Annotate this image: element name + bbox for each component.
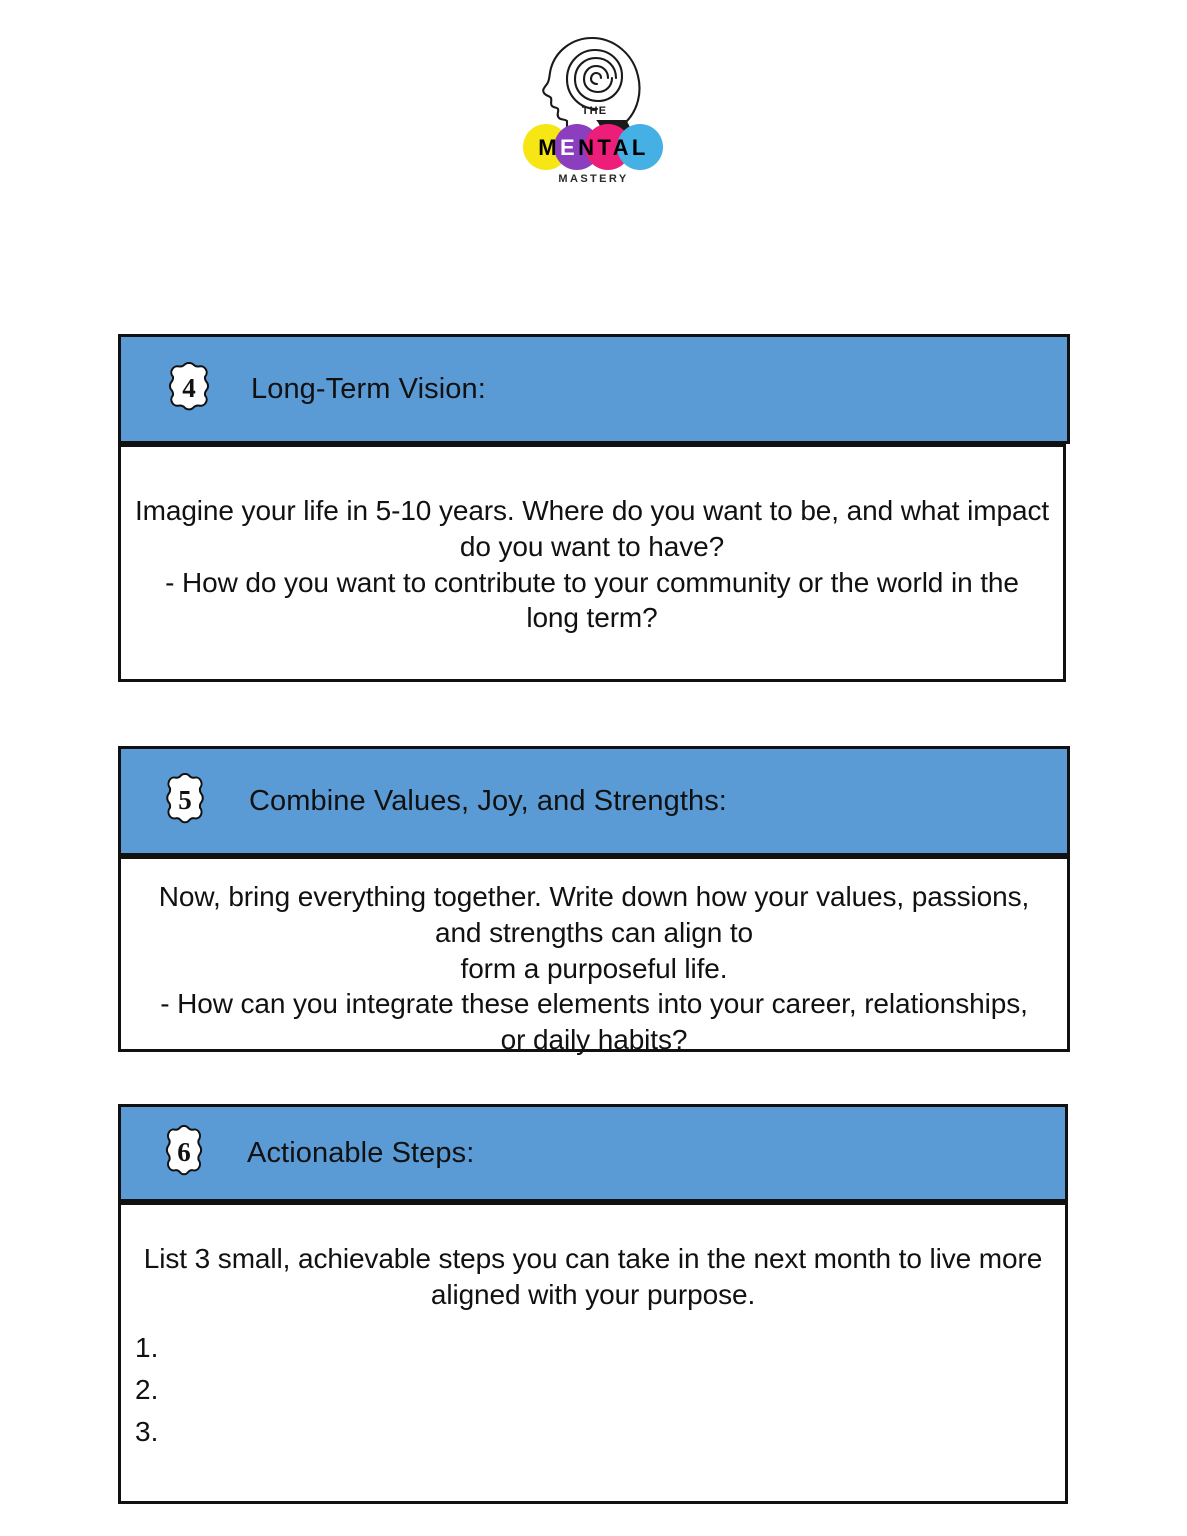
logo-letter-l: L (631, 135, 649, 160)
step-number-badge-5 (159, 772, 211, 830)
card-6-body (118, 1202, 1068, 1504)
card-4-title: Long-Term Vision: (251, 372, 486, 405)
logo-letter-m: M (538, 135, 560, 160)
step-number-text-5: 5 (178, 784, 192, 815)
prompt-line: aligned with your purpose. (430, 1278, 756, 1310)
card-4-header (118, 334, 1070, 444)
card-6-header (118, 1104, 1068, 1202)
step-entry-1[interactable]: 1. (135, 1331, 159, 1363)
prompt-line: or daily habits? (500, 1024, 688, 1056)
step-entry-2[interactable]: 2. (135, 1373, 159, 1405)
card-5-body (118, 856, 1070, 1056)
step-number-text-4: 4 (182, 372, 196, 403)
step-number-badge-4 (161, 361, 217, 417)
prompt-line: form a purposeful life. (460, 952, 728, 984)
worksheet-card-6 (118, 1104, 1068, 1504)
prompt-line: - How do you want to contribute to your community or the world in the (165, 566, 1019, 598)
prompt-line: and strengths can align to (434, 916, 754, 948)
prompt-line: Imagine your life in 5-10 years. Where do you want to be, and what impact (134, 495, 1050, 526)
prompt-line: List 3 small, achievable steps you can take in the next month to live more (143, 1243, 1043, 1274)
worksheet-card-5 (118, 746, 1070, 1056)
card-5-prompt (131, 879, 1057, 1058)
logo-letter-e: E (560, 135, 579, 160)
prompt-line: do you want to have? (459, 530, 725, 562)
card-6-prompt (131, 1241, 1055, 1313)
prompt-line: - How can you integrate these elements into your career, relationships, (160, 988, 1028, 1020)
logo-letter-t: T (597, 135, 613, 160)
step-entry-3[interactable]: 3. (135, 1415, 159, 1447)
card-4-body (118, 444, 1066, 682)
logo-wordmark (538, 137, 648, 159)
actionable-steps-list[interactable] (131, 1327, 1055, 1453)
logo-tagline: MASTERY (558, 173, 629, 185)
logo-the-text: THE (581, 105, 608, 117)
worksheet-card-4 (118, 334, 1070, 682)
prompt-line: Now, bring everything together. Write down how your values, passions, (158, 881, 1030, 912)
card-5-title: Combine Values, Joy, and Strengths: (249, 784, 727, 817)
prompt-line: long term? (526, 602, 658, 634)
step-number-badge-6 (159, 1124, 209, 1182)
card-4-prompt (131, 493, 1053, 636)
logo-letter-n: N (578, 135, 598, 160)
card-5-header (118, 746, 1070, 856)
card-6-title: Actionable Steps: (247, 1136, 475, 1169)
step-number-text-6: 6 (177, 1136, 191, 1167)
logo-letter-a: A (612, 135, 632, 160)
